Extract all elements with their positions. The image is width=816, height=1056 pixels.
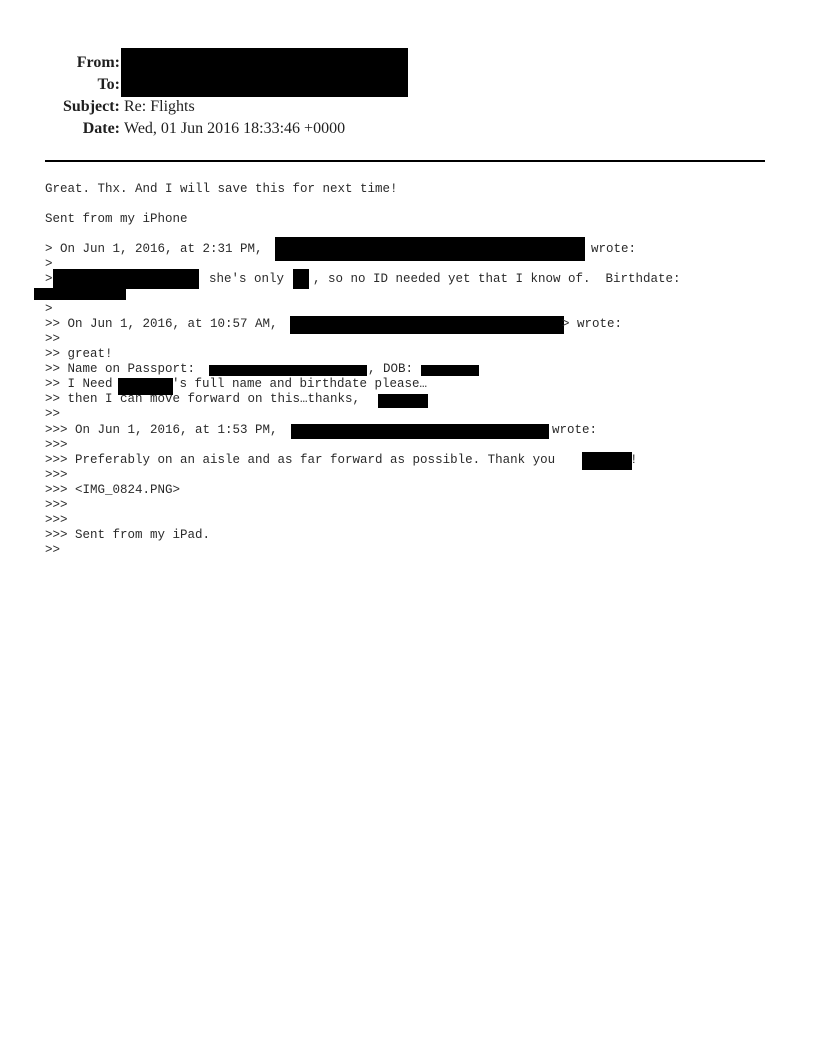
date-label: Date: [82,120,120,137]
quote-line: >>> <IMG_0824.PNG> [45,483,181,497]
quote-line: >>> [45,498,68,512]
quote-line: >> [45,543,61,557]
header-divider [45,160,765,162]
date-value: Wed, 01 Jun 2016 18:33:46 +0000 [124,120,346,137]
body-line: Sent from my iPhone [45,212,188,226]
quote-line: >>> [45,438,68,452]
quote-line: >> great! [45,347,113,361]
quote-line: wrote: [552,423,598,437]
quote-line: , so no ID needed yet that I know of. Birthdate: [313,272,681,286]
quote-line: ! [630,453,638,467]
quote-line: >>> Sent from my iPad. [45,528,211,542]
redacted-sender [291,424,549,439]
redacted-dob [421,365,479,376]
quote-line: wrote: [591,242,637,256]
redacted-birthdate [34,288,126,300]
body-line: Great. Thx. And I will save this for next time! [45,182,398,196]
redacted-signature [378,394,428,408]
quote-line: >> I Need [45,377,113,391]
redacted-name [53,269,199,289]
redacted-from-to [121,48,408,97]
quote-line: she's only [209,272,285,286]
redacted-sender [290,316,564,334]
quote-line: > [45,272,53,286]
quote-line: , DOB: [368,362,414,376]
redacted-passport-name [209,365,367,376]
to-label: To: [97,76,120,93]
from-label: From: [76,54,120,71]
quote-line: >> [45,407,61,421]
quote-line: > On Jun 1, 2016, at 2:31 PM, [45,242,263,256]
redacted-age [293,269,309,289]
quote-line: >> then I can move forward on this…thanks, [45,392,361,406]
quote-line: > wrote: [562,317,623,331]
quote-line: >>> [45,513,68,527]
quote-line: 's full name and birthdate please… [172,377,428,391]
quote-line: >>> Preferably on an aisle and as far forward as possible. Thank you [45,453,556,467]
quote-line: >> On Jun 1, 2016, at 10:57 AM, [45,317,278,331]
subject-label: Subject: [63,98,120,115]
quote-line: >>> [45,468,68,482]
quote-line: >> Name on Passport: [45,362,196,376]
quote-line: > [45,302,53,316]
redacted-name [582,452,632,470]
quote-line: >> [45,332,61,346]
quote-line: > [45,257,53,271]
subject-value: Re: Flights [124,98,195,115]
redacted-sender [275,237,585,261]
quote-line: >>> On Jun 1, 2016, at 1:53 PM, [45,423,278,437]
